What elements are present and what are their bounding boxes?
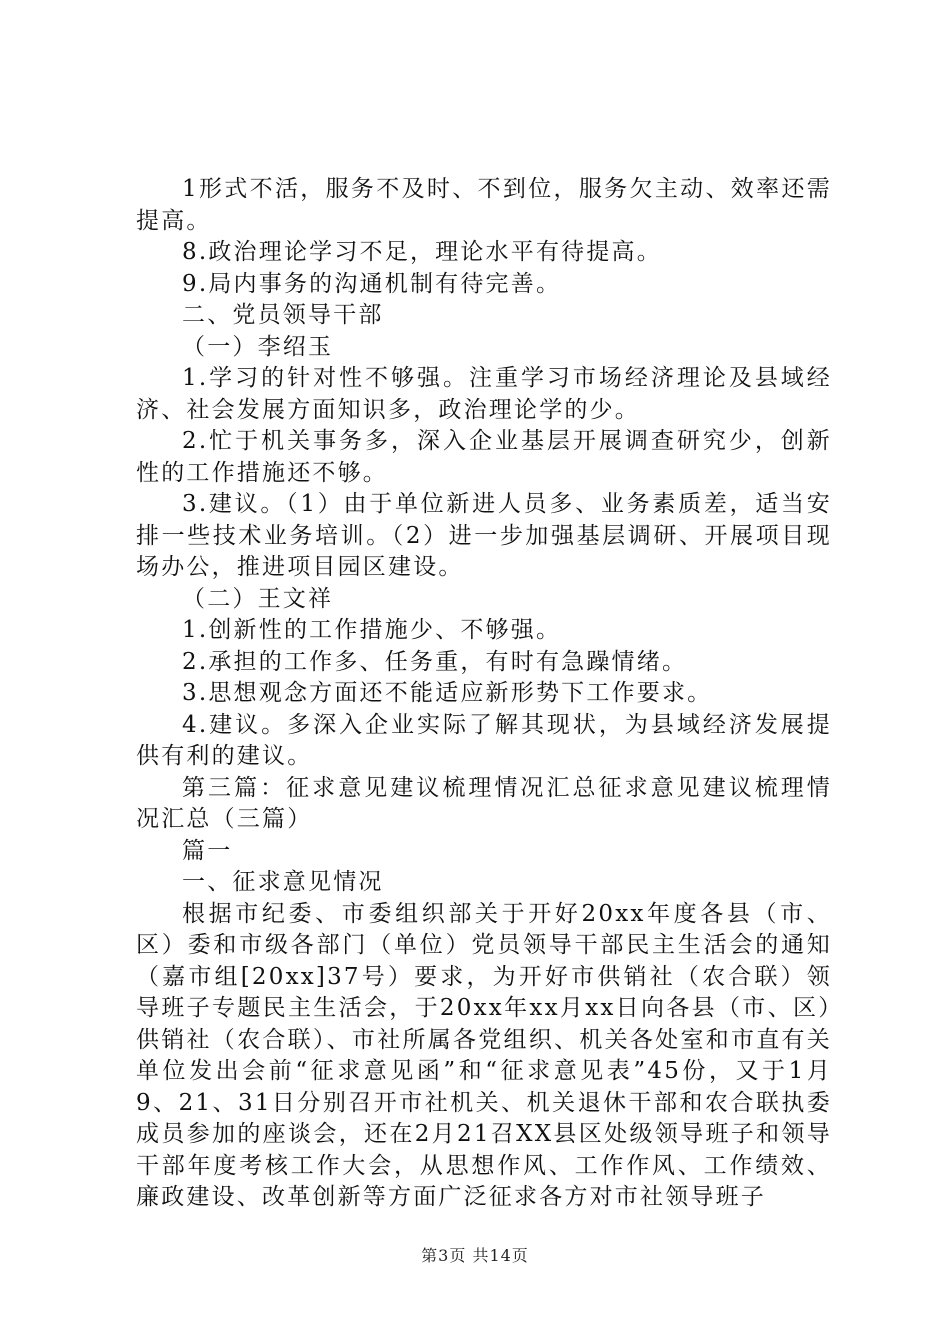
document-body [136,174,832,1214]
page-number-footer: 第3页 共14页 [421,1246,529,1265]
paragraph-opinion-details: 根据市纪委、市委组织部关于开好20xx年度各县（市、区）委和市级各部门（单位）党员领导干部民主生活会的通知（嘉市组[20xx]37号）要求，为开好市供销社（农合联）领导班子专题民主生活会，于20xx年xx月xx日向各县（市、区）供销社（农合联）、市社所属各党组织、机关各处室和市直有关单位发出会前“征求意见函”和“征求意见表”45份，又于1月9、21、31日分别召开市社机关、机关退休干部和农合联执委成员参加的座谈会，还在2月21召XX县区处级领导班子和领导干部年度考核工作大会，从思想作风、工作作风、工作绩效、廉政建设、改革创新等方面广泛征求各方对市社领导班子 [136,900,832,1210]
chapter-title-part-three: 第三篇：征求意见建议梳理情况汇总征求意见建议梳理情况汇总（三篇） [136,774,832,832]
paragraph-li-item-1: 1.学习的针对性不够强。注重学习市场经济理论及县域经济、社会发展方面知识多，政治理论学的少。 [136,365,832,423]
section-heading-party-leaders: 二、党员领导干部 [182,302,384,328]
paragraph-service-issues: 1形式不活，服务不及时、不到位，服务欠主动、效率还需提高。 [136,176,832,234]
paragraph-wang-item-4: 4.建议。多深入企业实际了解其现状，为县域经济发展提供有利的建议。 [136,711,832,769]
subheading-wang-wenxiang: （二）王文祥 [182,585,334,612]
paragraph-li-item-2: 2.忙于机关事务多，深入企业基层开展调查研究少，创新性的工作措施还不够。 [136,428,832,486]
subheading-part-one: 篇一 [182,837,233,864]
section-heading-opinions: 一、征求意见情况 [182,869,384,895]
paragraph-wang-item-2: 2.承担的工作多、任务重，有时有急躁情绪。 [182,648,688,675]
subheading-li-shaoyu: （一）李绍玉 [182,333,334,360]
paragraph-wang-item-1: 1.创新性的工作措施少、不够强。 [182,617,562,643]
paragraph-item-8: 8.政治理论学习不足，理论水平有待提高。 [182,239,662,265]
paragraph-item-9: 9.局内事务的沟通机制有待完善。 [182,270,562,297]
paragraph-wang-item-3: 3.思想观念方面还不能适应新形势下工作要求。 [182,680,713,706]
paragraph-li-item-3: 3.建议。（1）由于单位新进人员多、业务素质差，适当安排一些技术业务培训。（2）进一步加强基层调研、开展项目现场办公，推进项目园区建设。 [136,491,832,580]
